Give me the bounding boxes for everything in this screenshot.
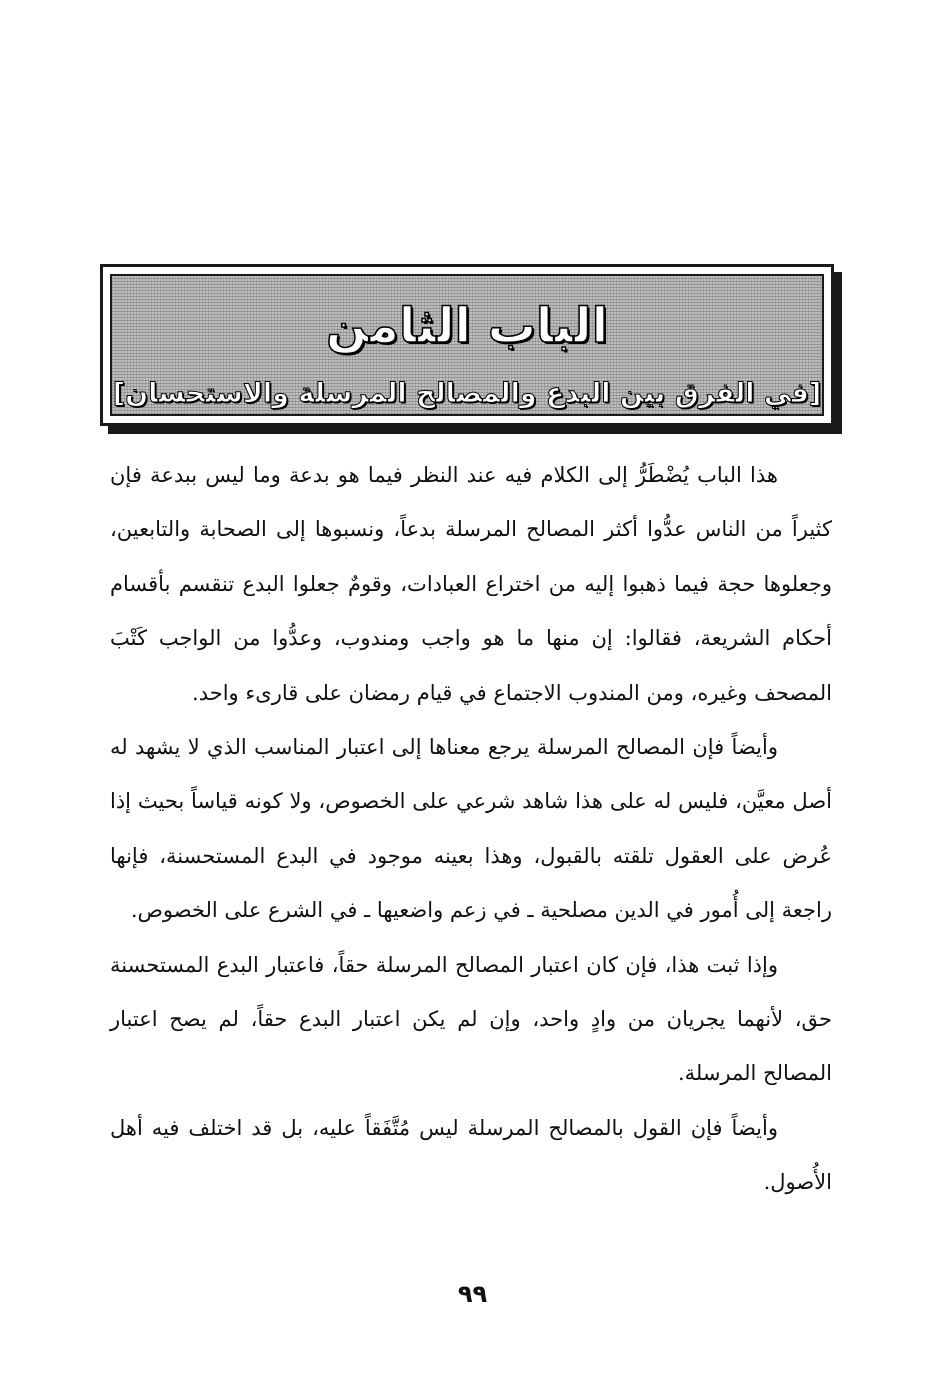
chapter-title: الباب الثامن (325, 298, 609, 354)
page-number: ٩٩ (457, 1280, 488, 1308)
chapter-heading-panel (110, 274, 824, 416)
paragraph: هذا الباب يُضْطَرُّ إلى الكلام فيه عند النظر فيما هو بدعة وما ليس ببدعة فإن كثيراً من الناس عدُّوا أكثر المصالح المرسلة بدعاً، ونسبوها إلى الصحابة والتابعين، وجعلوها حجة فيما ذهبوا إليه من اختراع العبادات، وقومٌ جعلوا البدع تنقسم بأقسام أحكام الشريعة، فقالوا: إن منها ما هو واجب ومندوب، وعدُّوا من الواجب كَتْبَ المصحف وغيره، ومن المندوب الاجتماع في قيام رمضان على قارىء واحد. (110, 463, 832, 705)
chapter-subtitle: [في الفرق بين البدع والمصالح المرسلة والاستحسان] (112, 378, 822, 409)
paragraph: وإذا ثبت هذا، فإن كان اعتبار المصالح المرسلة حقاً، فاعتبار البدع المستحسنة حق، لأنهما يجريان من وادٍ واحد، وإن لم يكن اعتبار البدع حقاً، لم يصح اعتبار المصالح المرسلة. (110, 952, 832, 1086)
paragraph: وأيضاً فإن القول بالمصالح المرسلة ليس مُتَّفَقاً عليه، بل قد اختلف فيه أهل الأُصول. (110, 1115, 832, 1195)
chapter-body (110, 448, 832, 1210)
chapter-heading-box (100, 264, 834, 426)
paragraph: وأيضاً فإن المصالح المرسلة يرجع معناها إلى اعتبار المناسب الذي لا يشهد له أصل معيَّن، فليس له على هذا شاهد شرعي على الخصوص، ولا كونه قياساً بحيث إذا عُرض على العقول تلقته بالقبول، وهذا بعينه موجود في البدع المستحسنة، فإنها راجعة إلى أُمور في الدين مصلحية ـ في زعم واضعيها ـ في الشرع على الخصوص. (110, 735, 832, 923)
